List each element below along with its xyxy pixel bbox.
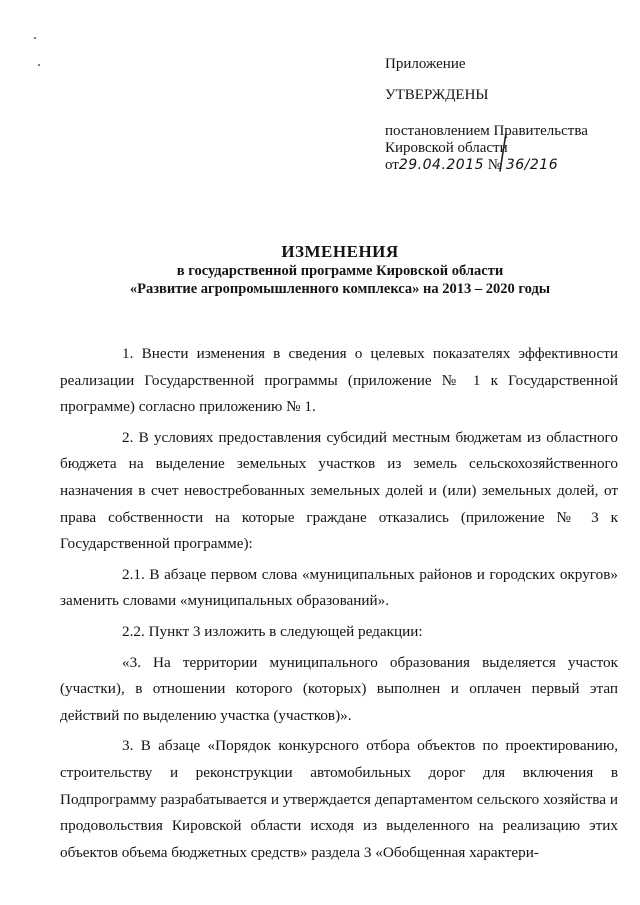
appendix-label: Приложение	[385, 56, 466, 72]
paragraph-2: 2. В условиях предоставления субсидий местным бюджетам из областного бюджета на выделение земельных участков из земель сельскохозяйственного назначения в счет невостребованных земельных долей и (или) земельных долей, от права собственности на которые граждане отказались (приложение № 3 к Государственной программе):	[60, 428, 618, 553]
number-prefix: №	[487, 157, 503, 173]
heading-title: ИЗМЕНЕНИЯ	[281, 242, 399, 261]
date-prefix: от	[385, 157, 399, 173]
decree-line-1: постановлением Правительства	[385, 123, 588, 139]
handwritten-slash-mark	[476, 131, 516, 175]
heading-subtitle-line-1: в государственной программе Кировской области	[176, 263, 504, 279]
handwritten-number: 36/216	[505, 157, 559, 173]
paragraph-2-2: 2.2. Пункт 3 изложить в следующей редакции:	[122, 622, 423, 640]
document-body	[60, 341, 618, 870]
paragraph-1: 1. Внести изменения в сведения о целевых показателях эффективности реализации Государственной программы (приложение № 1 к Государственной программе) согласно приложению № 1.	[60, 345, 618, 416]
scan-speck	[34, 37, 36, 39]
heading-subtitle-line-2: «Развитие агропромышленного комплекса» на 2013 – 2020 годы	[129, 281, 551, 297]
scan-speck	[38, 64, 40, 66]
approved-label: УТВЕРЖДЕНЫ	[385, 87, 489, 103]
document-heading	[60, 242, 620, 298]
decree-line-2: Кировской области	[385, 140, 508, 156]
handwritten-date: 29.04.2015	[398, 157, 485, 173]
paragraph-3: 3. В абзаце «Порядок конкурсного отбора объектов по проектированию, строительству и реконструкции автомобильных дорог для включения в Подпрограмму разрабатывается и утверждается департаментом сельского хозяйства и продовольствия Кировской области исходя из выделенного на реализацию этих объектов объема бюджетных средств» раздела 3 «Обобщенная характери-	[60, 737, 618, 861]
paragraph-2-1: 2.1. В абзаце первом слова «муниципальных районов и городских округов» заменить словами «муниципальных образований».	[60, 565, 618, 610]
paragraph-quote-3: «3. На территории муниципального образования выделяется участок (участки), в отношении которого (которых) выполнен и оплачен первый этап действий по выделению участка (участков)».	[60, 653, 618, 724]
